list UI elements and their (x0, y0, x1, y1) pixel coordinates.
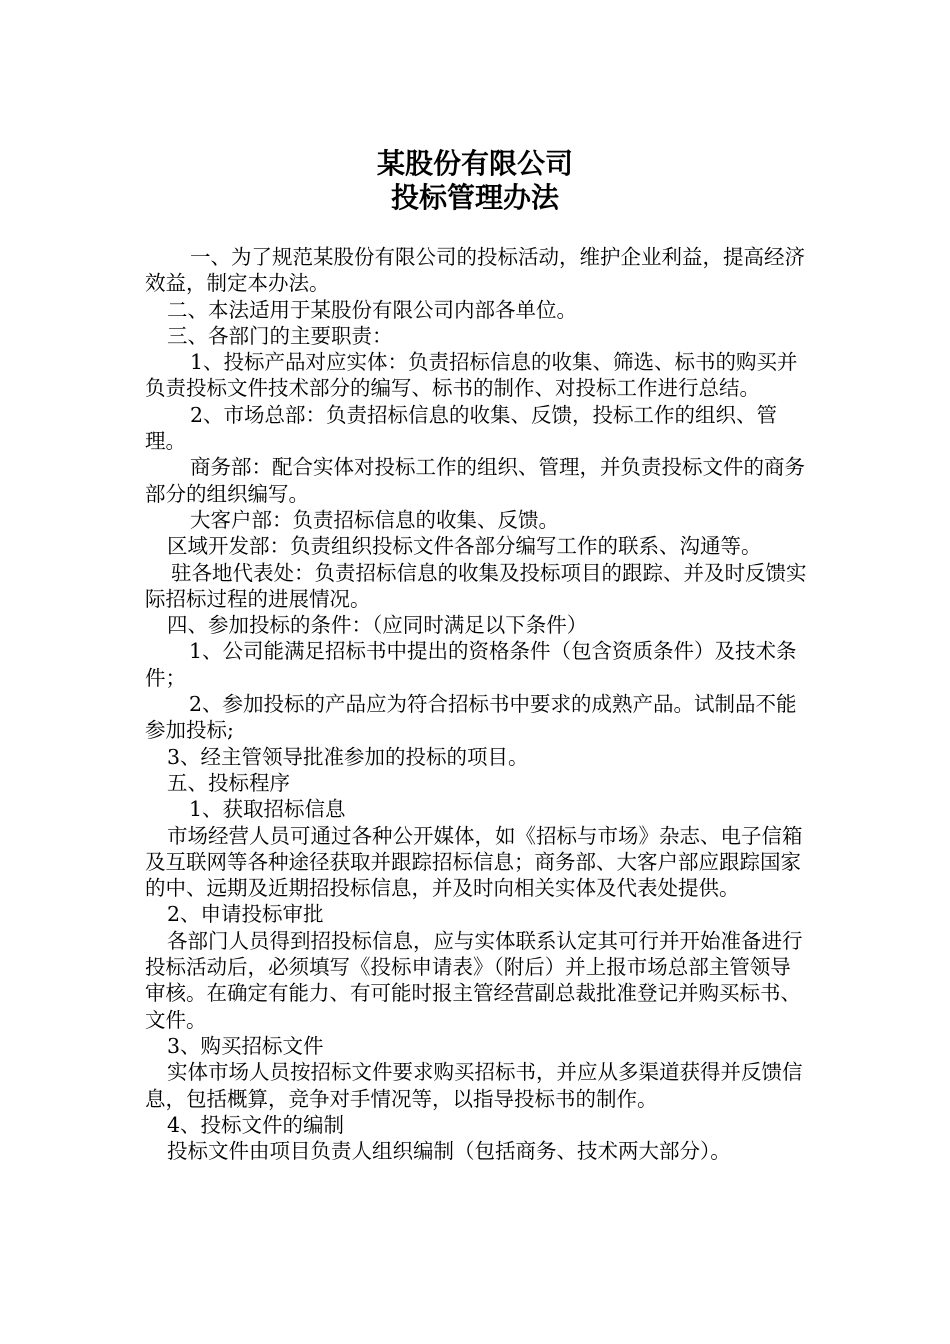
section-heading-responsibilities: 三、各部门的主要职责： (167, 323, 393, 348)
subheading-buy-documents: 3、购买招标文件 (167, 1033, 324, 1058)
paragraph-condition-2: 2、参加投标的产品应为符合招标书中要求的成熟产品。试制品不能参加投标; (145, 692, 797, 743)
section-heading-conditions: 四、参加投标的条件：（应同时满足以下条件） (167, 613, 588, 638)
paragraph-buy-documents: 实体市场人员按招标文件要求购买招标书，并应从多渠道获得并反馈信息，包括概算，竞争对手情况等，以指导投标书的制作。 (145, 1060, 803, 1111)
subheading-apply-approval: 2、申请投标审批 (167, 902, 324, 927)
paragraph-market-hq: 2、市场总部：负责招标信息的收集、反馈，投标工作的组织、管理。 (145, 402, 778, 454)
section-heading-procedure: 五、投标程序 (167, 770, 290, 795)
paragraph-condition-3: 3、经主管领导批准参加的投标的项目。 (167, 744, 529, 769)
paragraph-product-entity: 1、投标产品对应实体：负责招标信息的收集、筛选、标书的购买并负责投标文件技术部分的编写、标书的制作、对投标工作进行总结。 (145, 350, 798, 401)
paragraph-local-offices: 驻各地代表处：负责招标信息的收集及投标项目的跟踪、并及时反馈实际招标过程的进展情况。 (145, 560, 807, 611)
subheading-obtain-info: 1、获取招标信息 (189, 797, 346, 822)
subheading-compile-bid: 4、投标文件的编制 (167, 1112, 345, 1137)
paragraph-regional-dev: 区域开发部：负责组织投标文件各部分编写工作的联系、沟通等。 (167, 534, 762, 559)
document-title (0, 147, 950, 215)
paragraph-key-accounts: 大客户部：负责招标信息的收集、反馈。 (190, 507, 559, 532)
paragraph-compile-bid: 投标文件由项目负责人组织编制（包括商务、技术两大部分）。 (167, 1139, 731, 1164)
paragraph-purpose: 一、为了规范某股份有限公司的投标活动，维护企业利益，提高经济效益，制定本办法。 (145, 245, 805, 296)
regulation-title: 投标管理办法 (390, 181, 559, 214)
document-body (145, 244, 807, 1164)
paragraph-scope: 二、本法适用于某股份有限公司内部各单位。 (167, 297, 577, 322)
paragraph-apply-approval: 各部门人员得到招投标信息，应与实体联系认定其可行并开始准备进行投标活动后，必须填写《投标申请表》（附后）并上报市场总部主管领导审核。在确定有能力、有可能时报主管经营副总裁批准登记并购买标书、文件。 (145, 928, 803, 1032)
paragraph-condition-1: 1、公司能满足招标书中提出的资格条件（包含资质条件）及技术条件； (145, 639, 797, 690)
paragraph-obtain-info: 市场经营人员可通过各种公开媒体，如《招标与市场》杂志、电子信箱及互联网等各种途径获取并跟踪招标信息；商务部、大客户部应跟踪国家的中、远期及近期招投标信息，并及时向相关实体及代表处提供。 (145, 823, 803, 901)
company-name-title: 某股份有限公司 (376, 147, 573, 180)
paragraph-commerce-dept: 商务部：配合实体对投标工作的组织、管理，并负责投标文件的商务部分的组织编写。 (145, 455, 805, 506)
